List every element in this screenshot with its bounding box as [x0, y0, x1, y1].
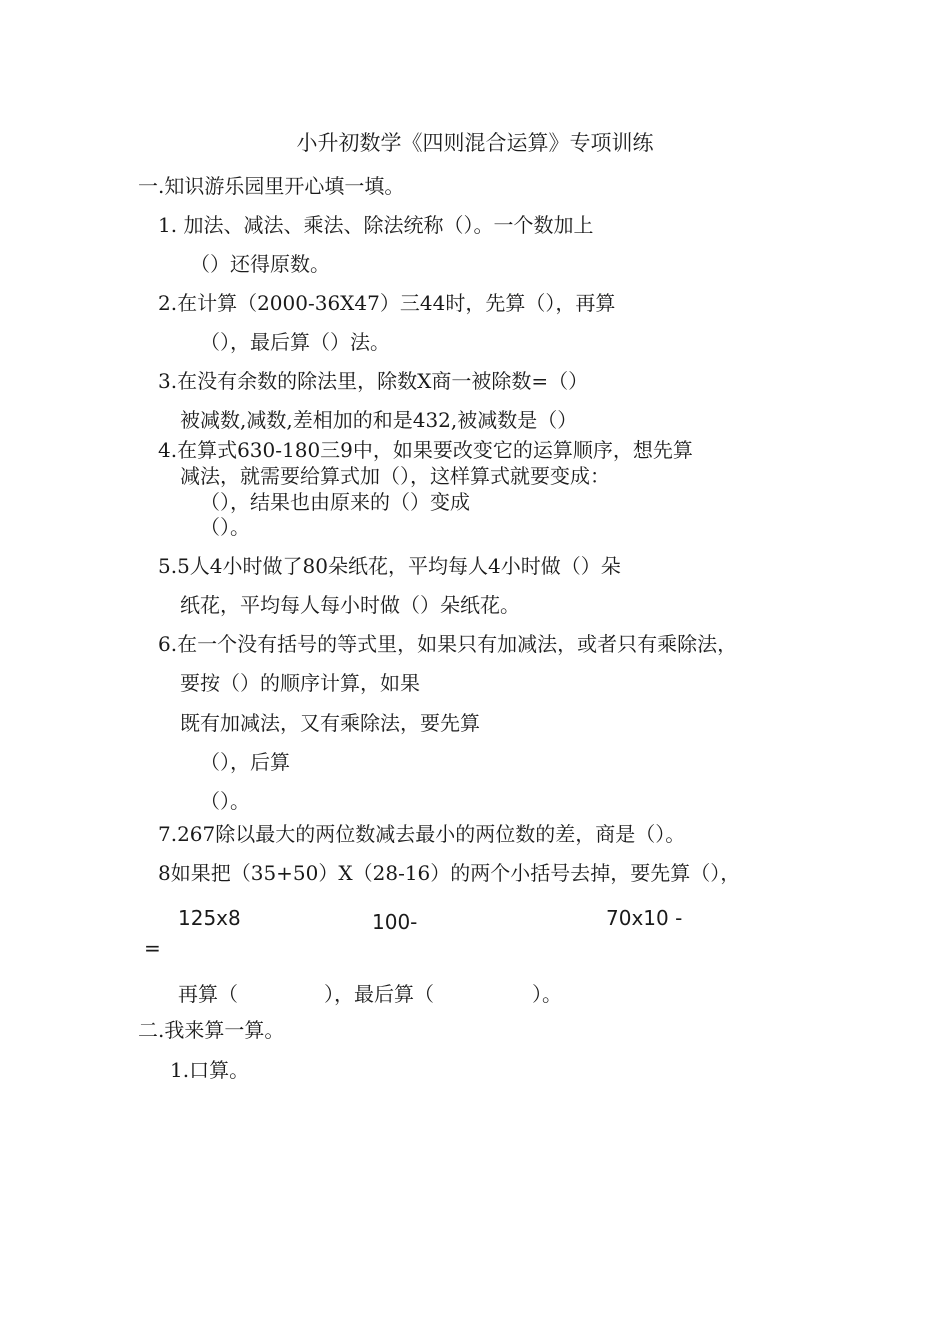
q4-line3: （），结果也由原来的（）变成 — [200, 490, 470, 514]
page-title: 小升初数学《四则混合运算》专项训练 — [296, 131, 654, 155]
q7-line1: 7.267除以最大的两位数减去最小的两位数的差，商是（）。 — [158, 822, 686, 846]
q6-line5: （）。 — [200, 789, 250, 813]
q8-line2-part-c: ）。 — [532, 982, 562, 1006]
expression-100-minus: 100- — [372, 910, 418, 934]
expression-70x10-minus: 70x10 - — [606, 906, 683, 930]
expression-125x8: 125x8 — [178, 906, 241, 930]
q2-line1: 2.在计算（2000-36X47）三44时，先算（），再算 — [158, 291, 616, 315]
equals-sign: = — [144, 936, 161, 960]
q6-line2: 要按（）的顺序计算，如果 — [180, 671, 420, 695]
q4-line1: 4.在算式630-180三9中，如果要改变它的运算顺序，想先算 — [158, 438, 693, 462]
q5-line1: 5.5人4小时做了80朵纸花，平均每人4小时做（）朵 — [158, 554, 621, 578]
q8-line2-part-a: 再算（ — [178, 982, 238, 1006]
q3-line2: 被减数,减数,差相加的和是432,被减数是（） — [180, 408, 578, 432]
q6-line3: 既有加减法，又有乘除法，要先算 — [180, 711, 480, 735]
q3-line1: 3.在没有余数的除法里，除数X商一被除数=（） — [158, 369, 589, 393]
q8-line2-part-b: ），最后算（ — [324, 982, 434, 1006]
q1-line1: 1. 加法、减法、乘法、除法统称（）。一个数加上 — [158, 213, 594, 237]
q4-line4: （）。 — [200, 515, 250, 539]
q8-line1: 8如果把（35+50）X（28-16）的两个小括号去掉，要先算（）， — [158, 861, 741, 885]
q1-line2: （）还得原数。 — [190, 252, 330, 276]
q5-line2: 纸花，平均每人每小时做（）朵纸花。 — [180, 593, 520, 617]
q2-line2: （），最后算（）法。 — [200, 330, 390, 354]
q4-line2: 减法，就需要给算式加（），这样算式就要变成： — [180, 464, 610, 488]
section2-sub1: 1.口算。 — [170, 1058, 250, 1082]
q6-line1: 6.在一个没有括号的等式里，如果只有加减法，或者只有乘除法， — [158, 632, 738, 656]
q6-line4: （），后算 — [200, 750, 290, 774]
section1-heading: 一.知识游乐园里开心填一填。 — [138, 174, 405, 198]
q8-line2 — [178, 981, 562, 1007]
section2-heading: 二.我来算一算。 — [138, 1018, 285, 1042]
